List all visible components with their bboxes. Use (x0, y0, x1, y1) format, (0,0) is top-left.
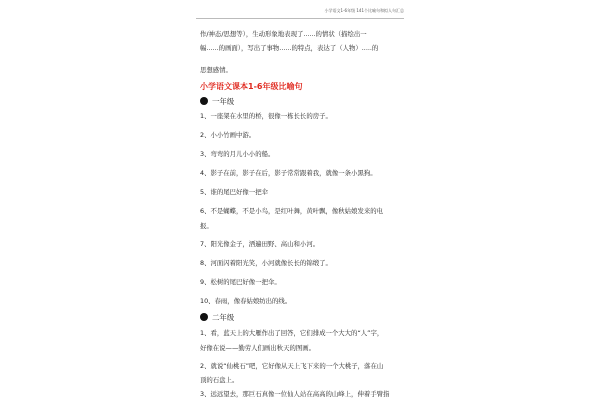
list-item: 1、看，蓝天上的大雁作出了回答，它们排成一个大大的“人”字， (200, 329, 384, 337)
bullet-icon (200, 97, 208, 105)
list-item: 6、不是蝴蝶，不是小鸟，是红叶舞，黄叶飘，像秋姑娘发来的电 (200, 207, 384, 215)
header-divider (196, 18, 404, 19)
list-item: 1、一座架在水里的桥，很像一栋长长的房子。 (200, 112, 332, 120)
list-item: 9、松树的尾巴好像一把伞。 (200, 278, 281, 286)
page-header: 小学语文1-6年级 141个比喻句和拟人句汇总 (324, 8, 404, 13)
list-item: 好像在说——勤劳人们画出秋天的图画。 (200, 344, 316, 352)
section-title: 小学语文课本1-6年级比喻句 (200, 82, 303, 91)
list-item: 3、远远望去，那巨石真像一位仙人站在高高的山峰上，伸着手臂指 (200, 390, 390, 398)
intro-line-3: 思想感情。 (200, 66, 232, 74)
grade2-heading (200, 313, 234, 323)
intro-line-2: 幅......的画面），写出了事物......的特点，表达了（人物）.....的 (200, 44, 379, 52)
bullet-icon (200, 313, 208, 321)
list-item: 4、影子在前，影子在后，影子常常跟着我，就像一条小黑狗。 (200, 169, 377, 177)
list-item: 2、就说“仙桃石”吧，它好像从天上飞下来的一个大桃子，落在山 (200, 362, 384, 370)
grade2-label: 二年级 (212, 313, 235, 322)
list-item: 7、阳光像金子，洒遍田野、高山和小河。 (200, 240, 320, 248)
list-item: 报。 (200, 222, 213, 230)
list-item: 2、小小竹画中游。 (200, 131, 256, 139)
grade1-label: 一年级 (212, 97, 235, 106)
list-item: 顶的石盘上。 (200, 376, 239, 384)
grade1-heading (200, 97, 234, 107)
list-item: 10、春雨，像春姑娘纺出的线。 (200, 297, 292, 305)
list-item: 8、河面闪着阳光笑，小河就像长长的锦缎了。 (200, 259, 332, 267)
list-item: 3、弯弯的月儿小小的船。 (200, 150, 275, 158)
intro-line-1: 作/神态/思想等），生动形象地表现了......的情状（描绘出一 (200, 30, 367, 38)
list-item: 5、谁的尾巴好像一把伞 (200, 188, 268, 196)
